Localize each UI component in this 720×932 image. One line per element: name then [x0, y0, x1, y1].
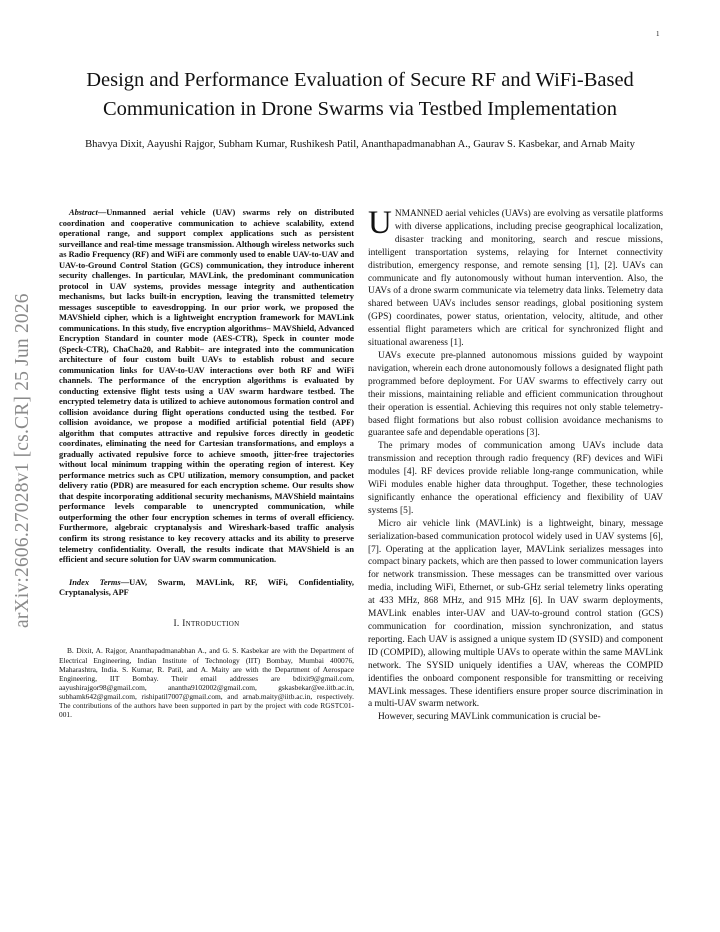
section-heading-introduction: I. Introduction	[173, 618, 240, 629]
right-column	[368, 205, 663, 724]
page-number: 1	[656, 30, 660, 38]
intro-paragraph-2: UAVs execute pre-planned autonomous missions guided by waypoint navigation, wherein each drone autonomously follows a designated flight path programmed before deployment. For UAV swarms to effectively carry out their missions, maintaining reliable and efficient communication throughout their operation is essential. Achieving this requires not only stable telemetry-based flight formations but also robust collision avoidance mechanisms to guarantee safe and dependable operations [3].	[368, 350, 663, 439]
abstract-text: —Unmanned aerial vehicle (UAV) swarms rely on distributed coordination and cooperative communication to achieve scalability, extend operational range, and support complex applications such as persistent surveillance and real-time message transmission. Although wireless networks such as Radio Frequency (RF) and WiFi are commonly used to enable UAV-to-UAV and UAV-to-Ground Control Station (GCS) communication, they introduce inherent security challenges. In particular, MAVLink, the predominant communication protocol in UAV systems, provides message integrity and authentication mechanisms, but lacks built-in encryption, leaving the transmitted telemetry messages susceptible to eavesdropping. In our prior work, we proposed the MAVShield cipher, which is a lightweight encryption framework for MAVLink communications. In this study, five encryption algorithms– MAVShield, Advanced Encryption Standard in counter mode (AES-CTR), Speck in counter mode (Speck-CTR), ChaCha20, and Rabbit– are integrated into the communication architecture of four custom built UAVs to establish robust and secure communication links for UAV-to-UAV interactions over both RF and WiFi channels. The performance of the encryption algorithms is evaluated by conducting extensive flight tests using a UAV swarm hardware testbed. The encrypted telemetry data is utilized to achieve autonomous formation control and collision avoidance during flight operations conducted using the testbed. For collision avoidance, we propose a modified artificial potential field (APF) algorithm that computes attractive and repulsive forces directly in geodetic coordinates, eliminating the need for Cartesian transformations, and employs a gradually activated repulsive force to achieve smooth, jitter-free trajectories without local minimum trapping within the operating region of interest. Key performance metrics such as CPU utilization, memory consumption, and packet delivery ratio (PDR) are measured for each encryption scheme. Our results show that despite incorporating additional security mechanisms, MAVShield maintains performance levels comparable to unencrypted communication, while outperforming the other four encryption schemes in terms of overall efficiency. Furthermore, algebraic cryptanalysis and Wireshark-based traffic analysis confirm its strong resistance to key recovery attacks and its ability to preserve telemetry confidentiality. Overall, the results indicate that MAVShield is an efficient and secure solution for UAV swarm communication.	[59, 208, 354, 565]
paper-title: Design and Performance Evaluation of Secure RF and WiFi-Based Communication in Drone Swarms via Testbed Implementation	[86, 69, 634, 120]
intro-paragraph-1-text: aerial vehicles (UAVs) are evolving as versatile platforms with diverse applications, including precise geographical localization, disaster tracking and monitoring, search and rescue missions, intelligent transportation systems, relaying for Internet connectivity distribution, emergency response, and remote sensing [1], [2]. UAVs can communicate and fly autonomously without human intervention. Also, the UAVs of a drone swarm communicate via telemetry data links. Telemetry data shared between UAVs includes sensor readings, global positioning system (GPS) coordinates, power status, orientation, velocity, altitude, and other essential flight parameters which are critical for synchronized flight and situational awareness [1].	[368, 209, 663, 349]
arxiv-identifier: arXiv:2606.27028v1 [cs.CR] 25 Jun 2026	[12, 293, 33, 628]
abstract-lead: Abstract	[69, 208, 98, 217]
author-list: Bhavya Dixit, Aayushi Rajgor, Subham Kumar, Rushikesh Patil, Ananthapadmanabhan A., Gaurav S. Kasbekar, and Arnab Maity	[85, 139, 635, 150]
intro-paragraph-3: The primary modes of communication among UAVs include data transmission and reception through radio frequency (RF) devices and WiFi modules [4]. RF devices provide reliable long-range communication, while WiFi modules enable higher data throughput. Together, these technologies significantly enhance the operational efficiency and flexibility of UAV systems [5].	[368, 441, 663, 516]
left-column	[59, 208, 354, 719]
index-terms-lead: Index Terms	[69, 577, 121, 587]
intro-paragraph-5: However, securing MAVLink communication is crucial be-	[378, 712, 601, 723]
index-terms-text: —UAV, Swarm, MAVLink, RF, WiFi, Confidentiality, Cryptanalysis, APF	[59, 577, 354, 598]
intro-paragraph-1	[368, 205, 663, 350]
intro-first-word: NMANNED	[394, 209, 443, 219]
index-terms	[59, 578, 354, 599]
author-affiliation-footnote: B. Dixit, A. Rajgor, Ananthapadmanabhan A., and G. S. Kasbekar are with the Department of Electrical Engineering, Indian Institute of Technology (IIT) Bombay, Mumbai 400076, Maharashtra, India. S. Kumar, R. Patil, and A. Maity are with the Department of Aerospace Engineering, IIT Bombay. Their email addresses are bdixit9@gmail.com, aayushirajgor98@gmail.com, anantha9102002@gmail.com, gskasbekar@ee.iitb.ac.in, subhamk642@gmail.com, rishipatil7007@gmail.com, and arnab.maity@iitb.ac.in, respectively. The contributions of the authors have been supported in part by the project with code RGSTC01-001.	[59, 646, 354, 720]
abstract	[59, 208, 354, 566]
intro-paragraph-4: Micro air vehicle link (MAVLink) is a lightweight, binary, message serialization-based communication protocol widely used in UAV systems [6], [7]. Operating at the application layer, MAVLink serializes messages into compact binary packets, which are then passed to lower communication layers for network transmission. These messages can be transmitted over various media, including WiFi, Ethernet, or sub-GHz serial telemetry links operating at 433 MHz, 868 MHz, and 915 MHz [6]. In UAV swarm deployments, MAVLink enables inter-UAV and UAV-to-ground control station (GCS) communication for coordination, mission synchronization, and status reporting. Each UAV is assigned a unique system ID (SYSID) and component ID (COMPID), allowing multiple UAVs to operate within the same MAVLink network. The SYSID uniquely identifies a UAV, whereas the COMPID identifies the onboard component responsible for transmitting or receiving MAVLink messages. These identifiers ensure proper source discrimination in a multi-UAV swarm network.	[368, 518, 663, 710]
drop-cap: U	[368, 205, 392, 241]
